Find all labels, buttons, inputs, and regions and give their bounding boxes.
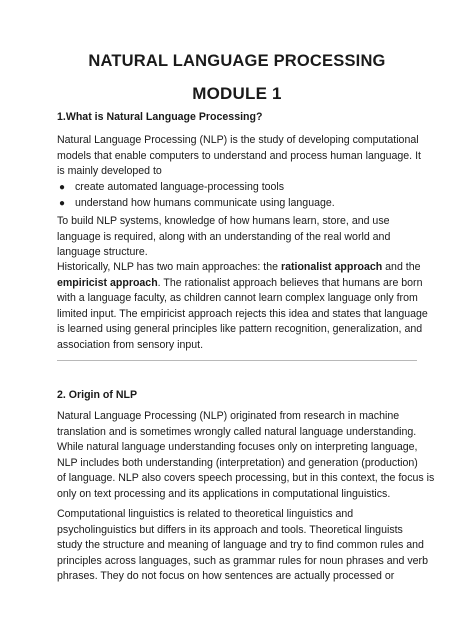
text-line: phrases. They do not focus on how sentences are actually processed or [57, 570, 395, 583]
bullet-icon: ● [59, 197, 66, 209]
text-line: Natural Language Processing (NLP) is the study of developing computational [57, 134, 419, 146]
list-item [57, 196, 429, 212]
text-line: of language. NLP also covers speech processing, but in this context, the focus is [57, 472, 435, 485]
text-line: NLP includes both understanding (interpretation) and generation (production) [57, 456, 418, 469]
text-line: Computational linguistics is related to theoretical linguistics and [57, 508, 354, 520]
section2-heading: 2. Origin of NLP [57, 389, 138, 401]
section1-paragraph-3 [57, 260, 429, 354]
text-line: Natural Language Processing (NLP) originated from research in machine [57, 410, 400, 422]
section1-heading: 1.What is Natural Language Processing? [57, 111, 263, 123]
text-line: language structure. [57, 246, 148, 259]
list-item-text: create automated language-processing tools [75, 181, 285, 193]
section2-paragraph-2 [57, 507, 429, 585]
text-line: limited input. The empiricist approach rejects this idea and states that language [57, 307, 428, 320]
section1-intro-paragraph [57, 133, 429, 180]
text-line: psycholinguistics but differs in its approach and tools. Theoretical linguists [57, 523, 403, 536]
rationalist-approach-term: rationalist approach [280, 261, 383, 273]
section1-paragraph-2 [57, 214, 429, 261]
text-line: principles across languages, such as grammar rules for noun phrases and verb [57, 554, 428, 567]
empiricist-approach-term: empiricist approach [57, 276, 158, 289]
section1-bullet-list [57, 180, 429, 211]
text-line: association from sensory input. [57, 338, 204, 351]
text-line: study the structure and meaning of language and try to find common rules and [57, 539, 424, 552]
text-line: Historically, NLP has two main approaches: the rationalist approach and the [57, 261, 421, 273]
text-line: To build NLP systems, knowledge of how humans learn, store, and use [57, 215, 390, 227]
section-divider [57, 360, 417, 361]
text-line: is mainly developed to [57, 165, 162, 178]
module-title: MODULE 1 [192, 84, 282, 103]
text-line: empiricist approach. The rationalist approach believes that humans are born [57, 276, 423, 289]
text-line: While natural language understanding focuses only on interpreting language, [57, 441, 418, 454]
text-line: only on text processing and its applications in computational linguistics. [57, 487, 391, 500]
list-item-text: understand how humans communicate using language. [75, 196, 335, 209]
bullet-icon: ● [59, 182, 66, 193]
text-line: translation and is sometimes wrongly called natural language understanding. [57, 425, 417, 438]
section2-paragraph-1 [57, 409, 435, 503]
document-title: NATURAL LANGUAGE PROCESSING [88, 52, 386, 70]
text-line: models that enable computers to understand and process human language. It [57, 149, 421, 162]
list-item [57, 180, 429, 196]
text-line: language is required, along with an understanding of the real world and [57, 230, 391, 243]
text-line: with a language faculty, as children cannot learn complex language only from [57, 292, 418, 305]
text-line: is learned using general principles like pattern recognition, generalization, and [57, 323, 423, 336]
